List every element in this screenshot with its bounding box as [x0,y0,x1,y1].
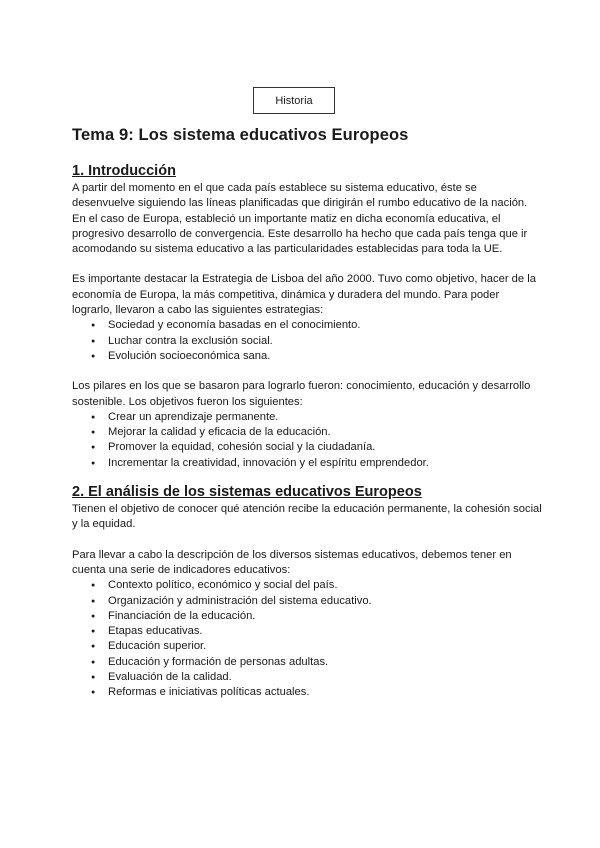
section-heading-analisis: 2. El análisis de los sistemas educativos Europeos [72,484,422,501]
bullet-list-objectives [72,410,542,471]
list-item: ● Promover la equidad, cohesión social y la ciudadanía. [108,440,542,455]
paragraph: Es importante destacar la Estrategia de Lisboa del año 2000. Tuvo como objetivo, hacer de la economía de Europa, la más competitiva, dinámica y duradera del mundo. Para poder lograrlo, llevaron a cabo las siguientes estrategias: [72,273,536,317]
list-item: ● Crear un aprendizaje permanente. [108,410,542,425]
list-item: ● Incrementar la creatividad, innovación y el espíritu emprendedor. [108,456,542,471]
list-item: ● Evaluación de la calidad. [108,670,542,685]
bullet-list-strategies [72,318,542,364]
paragraph: Para llevar a cabo la descripción de los diversos sistemas educativos, debemos tener en cuenta una serie de indicadores educativos: [72,548,512,576]
list-item: ● Educación y formación de personas adultas. [108,655,542,670]
list-item: ● Evolución socioeconómica sana. [108,349,542,364]
list-item: ● Contexto político, económico y social del país. [108,578,542,593]
list-item: ● Sociedad y economía basadas en el conocimiento. [108,318,542,333]
list-item: ● Educación superior. [108,639,542,654]
page-title: Tema 9: Los sistema educativos Europeos [72,126,409,144]
subject-header-box [253,87,335,114]
paragraph: A partir del momento en el que cada país establece su sistema educativo, éste se desenvuelve siguiendo las líneas planificadas que dirigirán el rumbo educativo de la nación. En el caso de Europa, estableció un importante matiz en dicha economía educativa, el progresivo desarrollo de convergencia. Este desarrollo ha hecho que cada país tenga que ir acomodando su sistema educativo a las particularidades establecidas para toda la UE. [72,182,528,256]
document-body [72,162,542,701]
list-item: ● Organización y administración del sistema educativo. [108,594,542,609]
list-item: ● Mejorar la calidad y eficacia de la educación. [108,425,542,440]
section-heading-introduccion: 1. Introducción [72,163,176,179]
list-item: ● Etapas educativas. [108,624,542,639]
list-item: ● Reformas e iniciativas políticas actuales. [108,685,542,700]
list-item: ● Financiación de la educación. [108,609,542,624]
bullet-list-indicators [72,578,542,700]
subject-label: Historia [275,94,313,107]
list-item: ● Luchar contra la exclusión social. [108,334,542,349]
paragraph: Los pilares en los que se basaron para lograrlo fueron: conocimiento, educación y desarrollo sostenible. Los objetivos fueron los siguientes: [72,380,531,408]
paragraph: Tienen el objetivo de conocer qué atención recibe la educación permanente, la cohesión social y la equidad. [72,503,542,531]
